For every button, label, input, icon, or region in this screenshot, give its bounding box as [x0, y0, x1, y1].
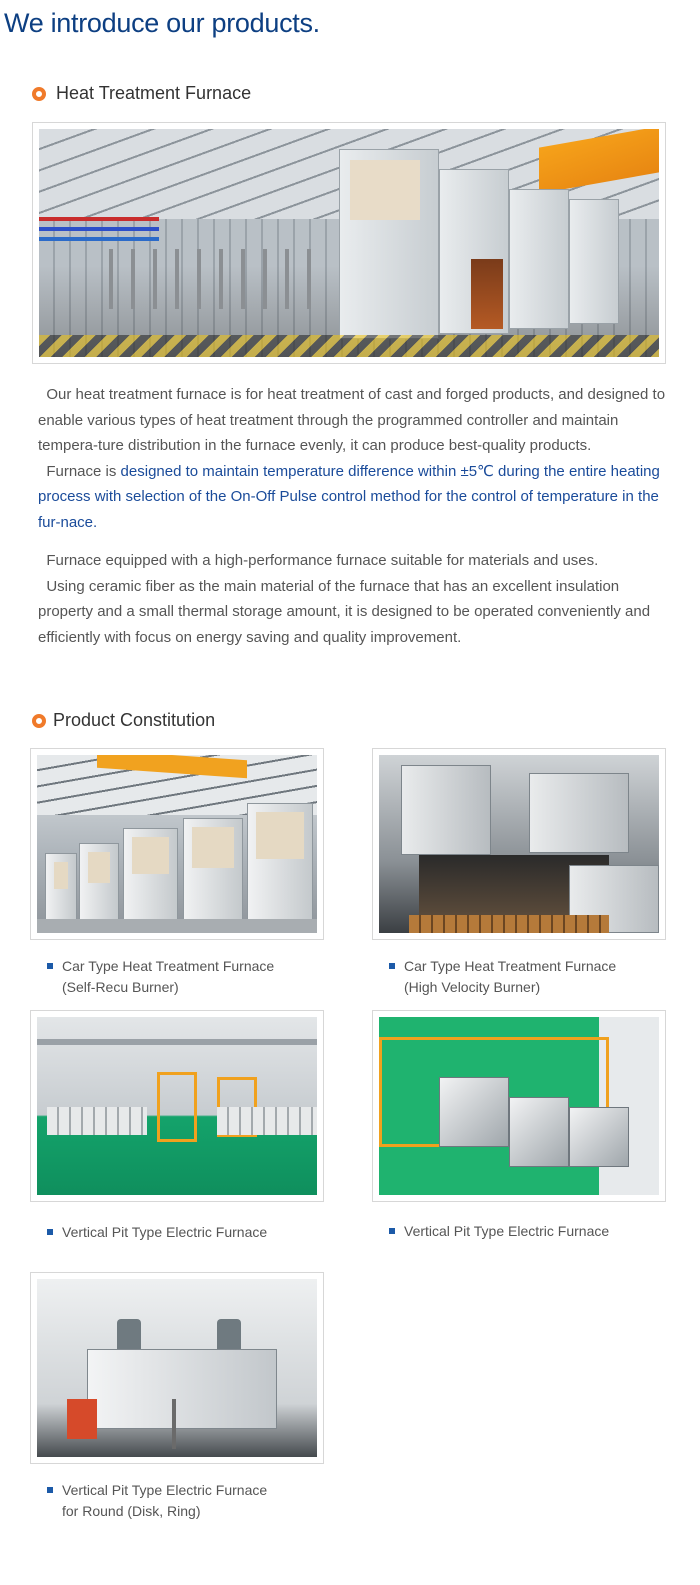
- square-bullet-icon: [47, 1487, 53, 1493]
- caption-line1: Vertical Pit Type Electric Furnace: [62, 1224, 268, 1240]
- caption-line2: for Round (Disk, Ring): [62, 1503, 201, 1519]
- product-card-vertical-pit-1[interactable]: [30, 1010, 324, 1243]
- caption-line2: (Self-Recu Burner): [62, 979, 179, 995]
- product-image-frame: [30, 1272, 324, 1464]
- caption-line1: Vertical Pit Type Electric Furnace: [62, 1482, 268, 1498]
- product-caption: [30, 1222, 324, 1243]
- caption-line2: (High Velocity Burner): [404, 979, 541, 995]
- product-image: [37, 1017, 317, 1195]
- product-caption: [372, 1221, 666, 1242]
- section-heading-label: Heat Treatment Furnace: [56, 83, 252, 103]
- product-image: [37, 755, 317, 933]
- intro-paragraph: Our heat treatment furnace is for heat treatment of cast and forged products, and designed to enable various types of heat treatment through the programmed controller and maintain tempera-ture distribution in the furnace evenly, it can produce best-quality products. Furnace is designed to maintain temperature difference within ±5℃ during the entire heating process with selection of the On-Off Pulse control method for the control of temperature in the fur-nace.: [38, 386, 666, 531]
- product-card-vertical-pit-2[interactable]: [372, 1010, 666, 1242]
- product-image-frame: [372, 1010, 666, 1202]
- product-caption: [372, 956, 666, 998]
- product-card-car-type-high-velocity[interactable]: [372, 748, 666, 998]
- caption-line1: Car Type Heat Treatment Furnace: [62, 958, 275, 974]
- orange-ring-icon: [32, 87, 46, 101]
- square-bullet-icon: [389, 1228, 395, 1234]
- product-card-car-type-self-recu[interactable]: [30, 748, 324, 998]
- page-title: We introduce our products.: [4, 8, 320, 38]
- square-bullet-icon: [389, 963, 395, 969]
- product-image: [379, 1017, 659, 1195]
- para2-highlight: designed to maintain temperature difference within ±5℃ during the entire heating process with selection of the On-Off Pulse control method for the control of temperature in the fur-nace.: [38, 462, 660, 531]
- hero-image: [39, 129, 659, 357]
- caption-line1: Vertical Pit Type Electric Furnace: [404, 1223, 610, 1239]
- caption-line1: Car Type Heat Treatment Furnace: [404, 958, 617, 974]
- hero-image-frame: [32, 122, 666, 364]
- features-paragraph: Furnace equipped with a high-performance furnace suitable for materials and uses. Using ceramic fiber as the main material of the furnace that has an excellent insulation property and a small thermal storage amount, it is designed to be operated conveniently and efficiently with focus on energy saving and quality improvement.: [38, 552, 651, 646]
- product-card-vertical-pit-round[interactable]: [30, 1272, 324, 1522]
- section-heading-product-constitution: [32, 710, 215, 731]
- square-bullet-icon: [47, 1229, 53, 1235]
- product-caption: [30, 956, 324, 998]
- product-image: [379, 755, 659, 933]
- product-image-frame: [30, 1010, 324, 1202]
- section-heading-label: Product Constitution: [53, 710, 216, 730]
- product-caption: [30, 1480, 324, 1522]
- product-image-frame: [30, 748, 324, 940]
- section-heading-heat-treatment: [32, 83, 251, 104]
- product-image-frame: [372, 748, 666, 940]
- orange-ring-icon: [32, 714, 46, 728]
- square-bullet-icon: [47, 963, 53, 969]
- para2-prefix: Furnace is: [46, 462, 117, 480]
- product-image: [37, 1279, 317, 1457]
